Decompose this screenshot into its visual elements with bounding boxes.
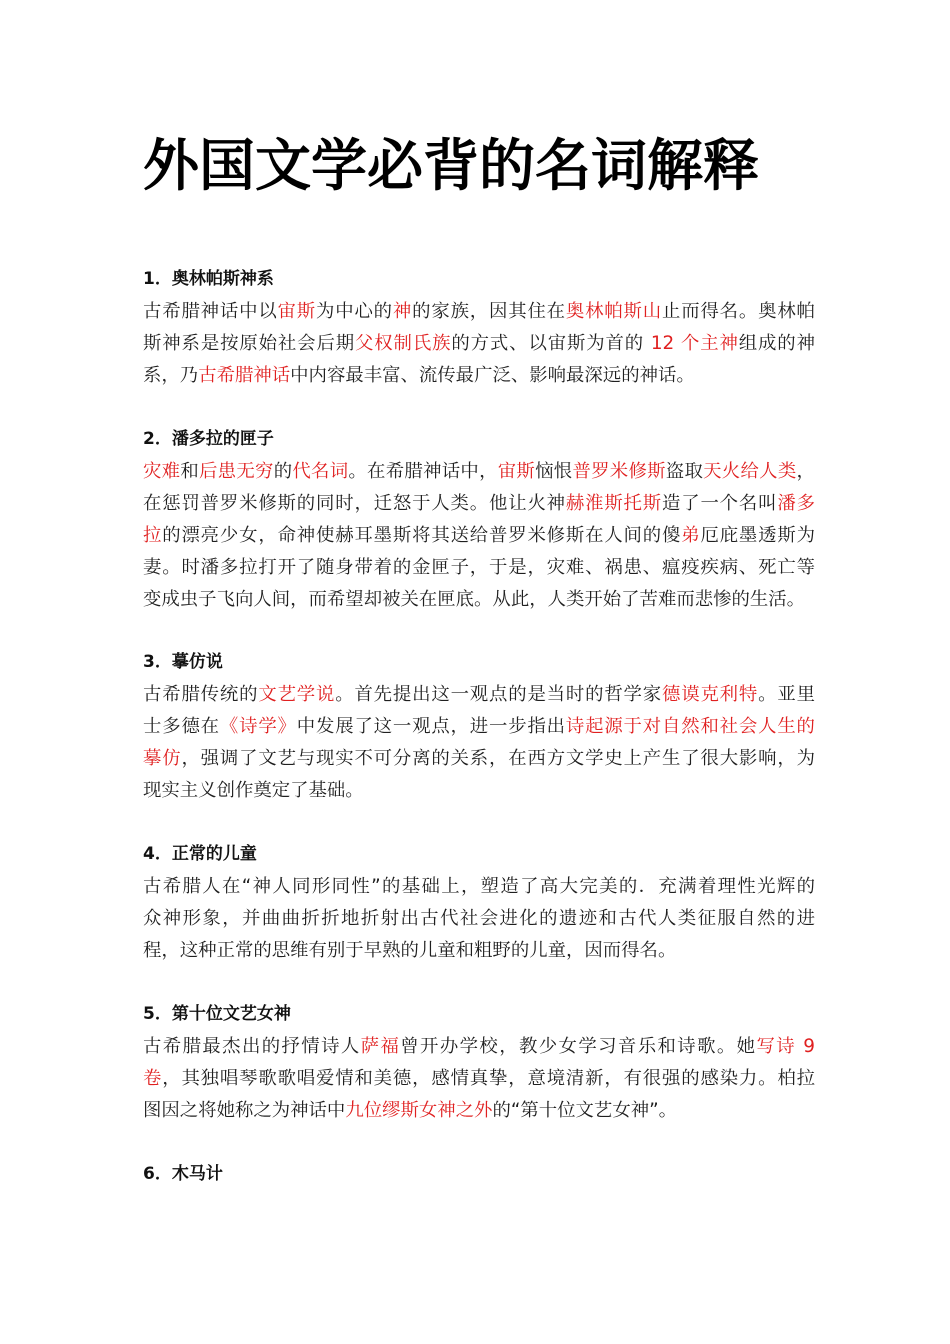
text-run: 古希腊传统的 [143,684,259,705]
text-run: 的方式、以宙斯为首的 [451,333,651,354]
text-run: 中内容最丰富、流传最广泛、影响最深远的神话。 [290,365,695,386]
section-paragraph [143,296,815,392]
section-paragraph [143,1031,815,1127]
text-run: 为中心的 [316,301,393,322]
highlighted-term: 卷 [143,1068,163,1089]
highlighted-term: 潘多 [777,493,815,514]
text-run: 的 [273,461,293,482]
text-run: 的漂亮少女，命神使赫耳墨斯将其送给普罗米修斯在人间的傻 [162,525,682,546]
text-run: 士多德在 [143,716,220,737]
text-run: 妻。时潘多拉打开了随身带着的金匣子，于是，灾难、祸患、瘟疫疾病、死亡等 [143,557,815,578]
paragraph-line [143,903,815,935]
highlighted-term: 拉 [143,525,163,546]
highlighted-term: 德谟克利特 [662,684,759,705]
section-heading: 4．正常的儿童 [143,844,257,864]
section-heading: 1．奥林帕斯神系 [143,269,274,289]
text-run: 古希腊人在“神人同形同性”的基础上，塑造了高大完美的．充满着理性光辉的 [143,876,815,897]
highlighted-term: 神 [392,301,413,322]
text-run: ，强调了文艺与现实不可分离的关系，在西方文学史上产生了很大影响，为 [181,748,815,769]
paragraph-line [143,1095,815,1127]
text-run: 古希腊最杰出的抒情诗人 [143,1036,361,1057]
text-run: 恼恨 [535,461,573,482]
paragraph-line [143,1063,815,1095]
text-run: 众神形象，并曲曲折折地折射出古代社会进化的遗迹和古代人类征服自然的进 [143,908,815,929]
paragraph-line [143,871,815,903]
text-run: 盗取 [665,461,704,482]
text-run: 斯神系是按原始社会后期 [143,333,355,354]
section-4 [143,843,815,967]
highlighted-term: 古希腊神话 [198,365,291,386]
paragraph-line [143,935,815,967]
text-run: 的“第十位文艺女神”。 [492,1100,678,1121]
text-run: 的家族，因其住在 [412,301,566,322]
highlighted-term: 萨福 [360,1036,401,1057]
highlighted-term: 普罗米修斯 [572,461,666,482]
paragraph-line [143,360,815,392]
text-run: 组成的神 [738,333,815,354]
text-run: 变成虫子飞向人间，而希望却被关在匣底。从此，人类开始了苦难而悲惨的生活。 [143,589,806,610]
highlighted-term: 天火给人类 [703,461,797,482]
section-heading: 5．第十位文艺女神 [143,1004,291,1024]
paragraph-line [143,711,815,743]
text-run: 造了一个名叫 [662,493,778,514]
text-run: 。首先提出这一观点的是当时的哲学家 [335,684,663,705]
text-run: ， [796,461,815,482]
highlighted-term: 写诗 9 [756,1036,815,1057]
paragraph-line [143,584,815,616]
text-run: ，其独唱琴歌歌唱爱情和美德，感情真挚，意境清新，有很强的感染力。柏拉 [162,1068,815,1089]
section-paragraph [143,871,815,967]
text-run: 中发展了这一观点，进一步指出 [296,716,566,737]
paragraph-line [143,743,815,775]
section-paragraph [143,456,815,616]
paragraph-line [143,520,815,552]
paragraph-line [143,1031,815,1063]
highlighted-term: 摹仿 [143,748,182,769]
paragraph-line [143,456,815,488]
paragraph-line [143,552,815,584]
section-3 [143,651,815,807]
text-run: 在惩罚普罗米修斯的同时，迁怒于人类。他让火神 [143,493,566,514]
highlighted-term: 父权制氏族 [355,333,452,354]
highlighted-term: 《诗学》 [219,716,297,737]
text-run: 和 [180,461,200,482]
highlighted-term: 赫淮斯托斯 [565,493,663,514]
text-run: 。在希腊神话中， [348,461,498,482]
text-run: 系，乃 [143,365,199,386]
highlighted-term: 九位缪斯女神之外 [345,1100,493,1121]
section-paragraph [143,679,815,807]
section-2 [143,428,815,616]
text-run: 。亚里 [758,684,815,705]
section-1 [143,268,815,392]
paragraph-line [143,488,815,520]
highlighted-term: 灾难 [143,461,181,482]
text-run: 现实主义创作奠定了基础。 [143,780,364,801]
highlighted-term: 12 个主神 [650,333,739,354]
section-heading: 6．木马计 [143,1164,223,1184]
text-run: 古希腊神话中以 [143,301,278,322]
paragraph-line [143,296,815,328]
highlighted-term: 文艺学说 [258,684,336,705]
section-heading: 2．潘多拉的匣子 [143,429,274,449]
paragraph-line [143,775,815,807]
section-heading: 3．摹仿说 [143,652,223,672]
highlighted-term: 代名词 [292,461,349,482]
paragraph-line [143,328,815,360]
highlighted-term: 奥林帕斯山 [565,301,662,322]
text-run: 止而得名。奥林帕 [662,301,815,322]
page-title: 外国文学必背的名词解释 [143,134,759,199]
section-6 [143,1163,815,1191]
highlighted-term: 宙斯 [497,461,536,482]
highlighted-term: 诗起源于对自然和社会人生的 [565,716,815,737]
text-run: 曾开办学校，教少女学习音乐和诗歌。她 [400,1036,757,1057]
highlighted-term: 宙斯 [277,301,316,322]
text-run: 图因之将她称之为神话中 [143,1100,346,1121]
section-5 [143,1003,815,1127]
highlighted-term: 后患无穷 [199,461,274,482]
text-run: 厄庇墨透斯为 [700,525,815,546]
paragraph-line [143,679,815,711]
text-run: 程，这种正常的思维有别于早熟的儿童和粗野的儿童，因而得名。 [143,940,677,961]
highlighted-term: 弟 [681,525,701,546]
